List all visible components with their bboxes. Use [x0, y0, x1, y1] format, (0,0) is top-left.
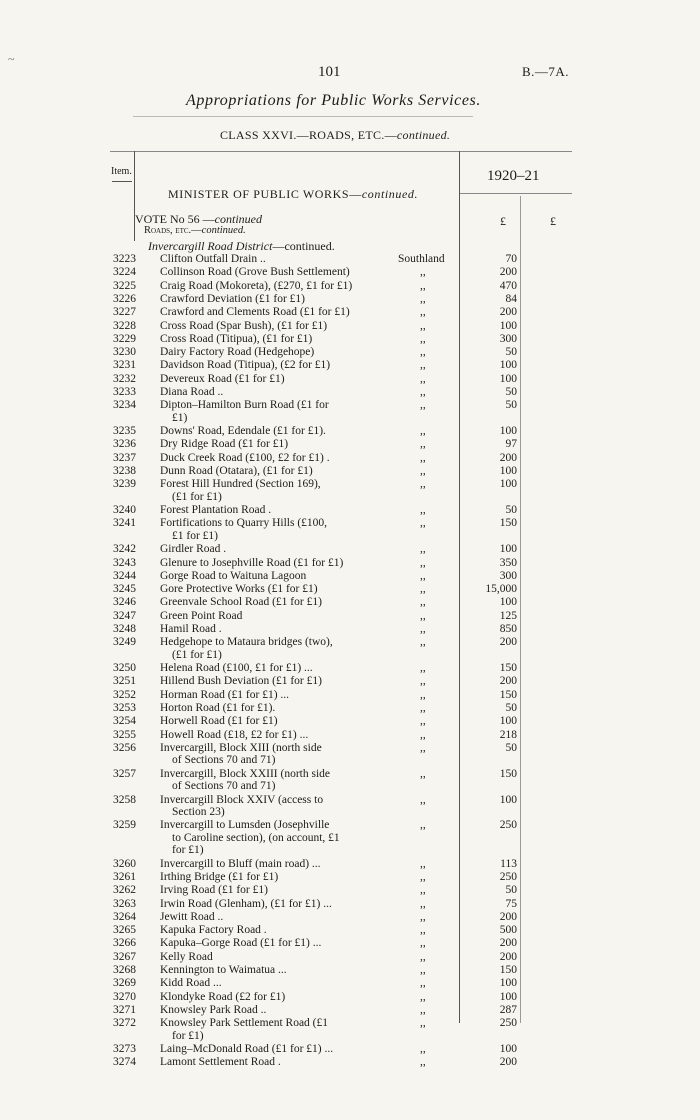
item-number: 3224 [113, 266, 136, 279]
amount-value: 97 [505, 438, 517, 451]
description-line: Collinson Road (Grove Bush Settlement) [160, 266, 350, 279]
description-line: Dry Ridge Road (£1 for £1) [160, 438, 289, 451]
amount-value: 200 [499, 306, 517, 319]
amount-value: 150 [499, 964, 517, 976]
ditto-mark: ,, [420, 292, 426, 305]
ditto-mark: ,, [420, 478, 426, 491]
ditto-mark: ,, [420, 884, 426, 897]
description-line: Dairy Factory Road (Hedgehope) [160, 346, 315, 359]
ditto-mark: ,, [420, 425, 426, 438]
item-description [160, 858, 321, 871]
item-number: 3230 [113, 346, 136, 359]
description-continuation: Section 23) [172, 806, 225, 818]
amount-value: 200 [499, 950, 517, 963]
item-description [160, 452, 330, 465]
amount-value: 350 [499, 556, 517, 569]
ditto-mark: ,, [420, 556, 426, 569]
description-line: Cross Road (Spar Bush), (£1 for £1) [160, 319, 328, 332]
amount-value: 50 [505, 504, 517, 517]
item-number: 3268 [113, 964, 136, 976]
item-description [160, 675, 322, 688]
description-continuation: of Sections 70 and 71) [172, 780, 276, 793]
item-number: 3240 [113, 504, 136, 517]
description-continuation: of Sections 70 and 71) [172, 754, 276, 767]
amount-value: 100 [499, 425, 517, 438]
description-line: Jewitt Road .. [160, 910, 224, 923]
amount-value: 300 [499, 569, 517, 582]
item-description [160, 253, 266, 266]
description-line: Davidson Road (Titipua), (£2 for £1) [160, 359, 331, 372]
amount-value: 850 [499, 623, 517, 635]
ditto-mark: ,, [420, 306, 426, 319]
item-number: 3225 [113, 279, 136, 292]
district-heading [148, 239, 335, 254]
ditto-mark: ,, [420, 870, 426, 883]
ditto-mark: ,, [420, 1056, 426, 1069]
item-description [160, 884, 268, 897]
description-line: Horton Road (£1 for £1). [160, 702, 276, 714]
item-description [160, 438, 288, 451]
item-description [160, 570, 306, 583]
ditto-mark: ,, [420, 741, 426, 754]
minister-heading [168, 187, 418, 202]
item-number: 3266 [113, 937, 136, 950]
description-line: Lamont Settlement Road . [160, 1056, 281, 1069]
ditto-mark: ,, [420, 636, 426, 649]
item-description [160, 1043, 333, 1056]
ditto-mark: ,, [420, 715, 426, 728]
amount-value: 70 [505, 253, 517, 265]
item-description [160, 478, 321, 503]
item-number: 3234 [113, 399, 136, 412]
description-line: Invercargill to Lumsden (Josephville [160, 819, 330, 832]
item-description [160, 636, 333, 661]
description-line: Cross Road (Titipua), (£1 for £1) [160, 332, 313, 345]
ditto-mark: ,, [420, 1017, 426, 1030]
amount-value: 200 [499, 266, 517, 279]
amount-value: 287 [499, 1003, 517, 1016]
item-description [160, 517, 327, 542]
item-description [160, 266, 350, 279]
item-description [160, 293, 305, 306]
description-line: Girdler Road . [160, 543, 227, 556]
item-description [160, 702, 275, 715]
item-number: 3241 [113, 517, 136, 530]
item-number: 3242 [113, 543, 136, 556]
description-line: Craig Road (Mokoreta), (£270, £1 for £1) [160, 279, 353, 292]
item-number: 3223 [113, 253, 136, 265]
item-number: 3258 [113, 793, 136, 806]
item-description [160, 768, 330, 793]
item-number: 3249 [113, 636, 136, 649]
description-line: Gore Protective Works (£1 for £1) [160, 583, 318, 596]
description-line: Knowsley Park Settlement Road (£1 [160, 1017, 329, 1030]
vote-main: VOTE No 56 — [135, 212, 215, 226]
ditto-mark: ,, [420, 465, 426, 477]
item-number: 3226 [113, 292, 136, 305]
amount-value: 100 [499, 596, 517, 609]
ditto-mark: ,, [420, 504, 426, 517]
item-description [160, 742, 322, 767]
description-line: Green Point Road [160, 609, 243, 622]
amount-value: 100 [499, 990, 517, 1003]
item-column-header: Item. [111, 166, 132, 177]
item-description [160, 819, 340, 857]
item-description [160, 729, 308, 742]
amount-value: 100 [499, 543, 517, 556]
margin-mark: ~ [8, 52, 15, 66]
ditto-mark: ,, [420, 662, 426, 675]
year-header-underline [460, 193, 572, 194]
ditto-mark: ,, [420, 910, 426, 923]
item-number: 3273 [113, 1043, 136, 1055]
ditto-mark: ,, [420, 819, 426, 832]
amount-value: 100 [499, 359, 517, 372]
description-continuation: for £1) [172, 1029, 204, 1042]
item-number: 3233 [113, 386, 136, 398]
amount-value: 300 [499, 332, 517, 345]
description-line: Kapuka–Gorge Road (£1 for £1) ... [160, 937, 322, 950]
page-title: Appropriations for Public Works Services. [186, 92, 481, 109]
ditto-mark: ,, [420, 688, 426, 701]
item-header-underline [112, 181, 132, 182]
amount-value: 150 [499, 688, 517, 701]
item-number: 3264 [113, 910, 136, 923]
ditto-mark: ,, [420, 543, 426, 556]
description-line: Invercargill Block XXIV (access to [160, 793, 324, 806]
item-description [160, 911, 223, 924]
item-description [160, 924, 267, 937]
description-line: Hamil Road . [160, 623, 222, 635]
item-description [160, 623, 222, 636]
item-description [160, 596, 322, 609]
description-line: Gorge Road to Waituna Lagoon [160, 569, 307, 582]
description-line: Clifton Outfall Drain .. [160, 253, 266, 265]
description-line: Irving Road (£1 for £1) [160, 884, 268, 897]
description-line: Howell Road (£18, £2 for £1) ... [160, 728, 309, 741]
item-number: 3255 [113, 728, 136, 741]
amount-value: 15,000 [485, 583, 517, 596]
description-line: Diana Road .. [160, 386, 224, 398]
description-line: Kidd Road ... [160, 977, 222, 990]
class-subtitle [220, 128, 450, 143]
item-description [160, 794, 323, 819]
item-description [160, 504, 271, 517]
item-number: 3253 [113, 702, 136, 714]
ditto-mark: ,, [420, 583, 426, 596]
item-number: 3229 [113, 332, 136, 345]
title-rule [133, 116, 473, 117]
amount-value: 150 [499, 767, 517, 780]
item-number: 3265 [113, 924, 136, 937]
amount-value: 100 [499, 793, 517, 806]
item-number: 3260 [113, 857, 136, 870]
item-number: 3228 [113, 319, 136, 332]
item-description [160, 280, 352, 293]
ditto-mark: ,, [420, 977, 426, 990]
ditto-mark: ,, [420, 1003, 426, 1016]
description-line: Glenure to Josephville Road (£1 for £1) [160, 556, 344, 569]
description-line: Horman Road (£1 for £1) ... [160, 688, 290, 701]
item-description [160, 991, 285, 1004]
currency-symbol-col2: £ [550, 214, 556, 228]
item-number: 3270 [113, 990, 136, 1003]
item-number: 3227 [113, 306, 136, 319]
subtitle-continued: continued. [396, 128, 451, 142]
amount-value: 50 [505, 386, 517, 398]
district-name: Southland [398, 253, 445, 265]
item-description [160, 399, 329, 424]
amount-value: 250 [499, 819, 517, 832]
amount-value: 50 [505, 346, 517, 359]
district-main: Invercargill Road District [148, 239, 273, 253]
amount-value: 150 [499, 662, 517, 675]
document-reference: B.—7A. [522, 64, 570, 79]
vote-continued: continued [214, 212, 262, 226]
item-description [160, 871, 278, 884]
ditto-mark: ,, [420, 332, 426, 345]
ditto-mark: ,, [420, 897, 426, 910]
amount-value: 100 [499, 715, 517, 728]
item-description [160, 333, 312, 346]
amount-value: 100 [499, 977, 517, 990]
item-number: 3269 [113, 977, 136, 990]
description-continuation: to Caroline section), (on account, £1 [172, 831, 340, 844]
description-line: Kelly Road [160, 950, 213, 963]
ditto-mark: ,, [420, 767, 426, 780]
description-line: Forest Hill Hundred (Section 169), [160, 478, 321, 491]
item-description [160, 465, 313, 478]
description-line: Hillend Bush Deviation (£1 for £1) [160, 675, 322, 688]
description-line: Fortifications to Quarry Hills (£100, [160, 517, 328, 530]
amount-value: 250 [499, 870, 517, 883]
description-line: Downs' Road, Edendale (£1 for £1). [160, 425, 326, 438]
item-description [160, 715, 278, 728]
district-continued: —continued. [272, 239, 335, 253]
item-number: 3244 [113, 569, 136, 582]
description-line: Dunn Road (Otatara), (£1 for £1) [160, 465, 313, 477]
item-number: 3250 [113, 662, 136, 675]
ditto-mark: ,, [420, 386, 426, 398]
ditto-mark: ,, [420, 517, 426, 530]
amount-value: 50 [505, 741, 517, 754]
item-number: 3237 [113, 451, 136, 464]
ditto-mark: ,, [420, 728, 426, 741]
description-line: Knowsley Park Road .. [160, 1003, 267, 1016]
minister-continued: continued. [361, 187, 419, 201]
amount-value: 75 [505, 897, 517, 910]
description-continuation: £1) [172, 411, 188, 424]
item-number: 3251 [113, 675, 136, 688]
item-description [160, 662, 313, 675]
ditto-mark: ,, [420, 596, 426, 609]
amount-value: 113 [500, 857, 517, 870]
description-line: Invercargill, Block XXIII (north side [160, 767, 331, 780]
item-number: 3232 [113, 372, 136, 385]
description-line: Klondyke Road (£2 for £1) [160, 990, 286, 1003]
amount-value: 100 [499, 465, 517, 477]
item-description [160, 583, 318, 596]
item-number: 3263 [113, 897, 136, 910]
item-description [160, 898, 332, 911]
amount-value: 50 [505, 399, 517, 412]
amount-value: 50 [505, 702, 517, 714]
ditto-mark: ,, [420, 569, 426, 582]
item-number: 3272 [113, 1017, 136, 1030]
item-description [160, 1056, 281, 1069]
description-line: Devereux Road (£1 for £1) [160, 372, 285, 385]
item-description [160, 320, 327, 333]
item-number: 3271 [113, 1003, 136, 1016]
description-line: Dipton–Hamilton Burn Road (£1 for [160, 399, 329, 412]
item-number: 3243 [113, 556, 136, 569]
table-top-rule [110, 151, 572, 152]
description-line: Irwin Road (Glenham), (£1 for £1) ... [160, 897, 332, 910]
item-description [160, 386, 223, 399]
amount-value: 470 [499, 279, 517, 292]
roads-continued: continued. [201, 225, 246, 236]
description-continuation: £1 for £1) [172, 529, 218, 542]
item-number: 3236 [113, 438, 136, 451]
amount-value: 218 [499, 728, 517, 741]
amount-value: 500 [499, 924, 517, 937]
item-description [160, 951, 213, 964]
description-continuation: (£1 for £1) [172, 490, 222, 503]
ditto-mark: ,, [420, 937, 426, 950]
item-number: 3262 [113, 884, 136, 897]
ditto-mark: ,, [420, 924, 426, 937]
ditto-mark: ,, [420, 857, 426, 870]
item-description [160, 937, 321, 950]
item-description [160, 543, 226, 556]
amount-value: 84 [505, 292, 517, 305]
description-line: Crawford and Clements Road (£1 for £1) [160, 306, 350, 319]
description-line: Horwell Road (£1 for £1) [160, 715, 278, 728]
ditto-mark: ,, [420, 399, 426, 412]
item-description [160, 689, 289, 702]
amount-value: 200 [499, 937, 517, 950]
item-description [160, 1017, 328, 1042]
ditto-mark: ,, [420, 451, 426, 464]
amount-value: 100 [499, 319, 517, 332]
ditto-mark: ,, [420, 964, 426, 976]
item-description [160, 373, 285, 386]
ditto-mark: ,, [420, 990, 426, 1003]
item-description [160, 977, 222, 990]
amount-value: 100 [499, 478, 517, 491]
ditto-mark: ,, [420, 266, 426, 279]
description-continuation: (£1 for £1) [172, 648, 222, 661]
roads-heading [144, 225, 246, 236]
item-number: 3247 [113, 609, 136, 622]
item-number: 3274 [113, 1056, 136, 1069]
item-number: 3246 [113, 596, 136, 609]
item-number: 3254 [113, 715, 136, 728]
description-line: Kennington to Waimatua ... [160, 964, 287, 976]
item-number: 3231 [113, 359, 136, 372]
description-line: Helena Road (£100, £1 for £1) ... [160, 662, 313, 675]
item-number: 3267 [113, 950, 136, 963]
description-continuation: for £1) [172, 844, 204, 857]
description-line: Duck Creek Road (£100, £2 for £1) . [160, 451, 330, 464]
ditto-mark: ,, [420, 372, 426, 385]
amount-value: 200 [499, 451, 517, 464]
ditto-mark: ,, [420, 279, 426, 292]
minister-main: MINISTER OF PUBLIC WORKS— [168, 187, 362, 201]
ditto-mark: ,, [420, 623, 426, 635]
amount-value: 200 [499, 675, 517, 688]
item-description [160, 425, 326, 438]
amount-value: 150 [499, 517, 517, 530]
roads-main: Roads, etc.— [144, 225, 202, 236]
item-number: 3259 [113, 819, 136, 832]
ditto-mark: ,, [420, 702, 426, 714]
item-description [160, 964, 287, 977]
amount-value: 100 [499, 372, 517, 385]
description-line: Kapuka Factory Road . [160, 924, 267, 937]
item-description [160, 306, 350, 319]
page-number: 101 [318, 64, 341, 80]
description-line: Greenvale School Road (£1 for £1) [160, 596, 322, 609]
subtitle-main: CLASS XXVI.—ROADS, ETC.— [220, 128, 397, 142]
amount-value: 200 [499, 1056, 517, 1069]
ditto-mark: ,, [420, 609, 426, 622]
item-description [160, 359, 330, 372]
item-number: 3252 [113, 688, 136, 701]
item-number: 3257 [113, 767, 136, 780]
description-line: Laing–McDonald Road (£1 for £1) ... [160, 1043, 334, 1055]
item-description [160, 610, 242, 623]
item-number: 3239 [113, 478, 136, 491]
item-number: 3248 [113, 623, 136, 635]
ditto-mark: ,, [420, 438, 426, 451]
amount-column-rule [520, 196, 521, 1023]
item-number: 3256 [113, 741, 136, 754]
ditto-mark: ,, [420, 675, 426, 688]
item-column-rule [134, 151, 135, 241]
item-number: 3235 [113, 425, 136, 438]
ditto-mark: ,, [420, 359, 426, 372]
year-column-header: 1920–21 [487, 168, 540, 184]
amount-value: 125 [499, 609, 517, 622]
description-line: Forest Plantation Road . [160, 504, 272, 517]
description-line: Crawford Deviation (£1 for £1) [160, 292, 305, 305]
description-line: Irthing Bridge (£1 for £1) [160, 870, 279, 883]
item-description [160, 1004, 266, 1017]
item-number: 3238 [113, 465, 136, 477]
description-line: Invercargill to Bluff (main road) ... [160, 857, 321, 870]
item-number: 3245 [113, 583, 136, 596]
ditto-mark: ,, [420, 319, 426, 332]
currency-symbol-col1: £ [500, 214, 506, 228]
item-description [160, 557, 343, 570]
ditto-mark: ,, [420, 793, 426, 806]
amount-value: 100 [499, 1043, 517, 1055]
description-line: Hedgehope to Mataura bridges (two), [160, 636, 333, 649]
ditto-mark: ,, [420, 346, 426, 359]
amount-value: 250 [499, 1017, 517, 1030]
amount-value: 200 [499, 910, 517, 923]
amount-value: 200 [499, 636, 517, 649]
amount-value: 50 [505, 884, 517, 897]
description-line: Invercargill, Block XIII (north side [160, 741, 322, 754]
ditto-mark: ,, [420, 1043, 426, 1055]
item-description [160, 346, 314, 359]
item-number: 3261 [113, 870, 136, 883]
ditto-mark: ,, [420, 950, 426, 963]
